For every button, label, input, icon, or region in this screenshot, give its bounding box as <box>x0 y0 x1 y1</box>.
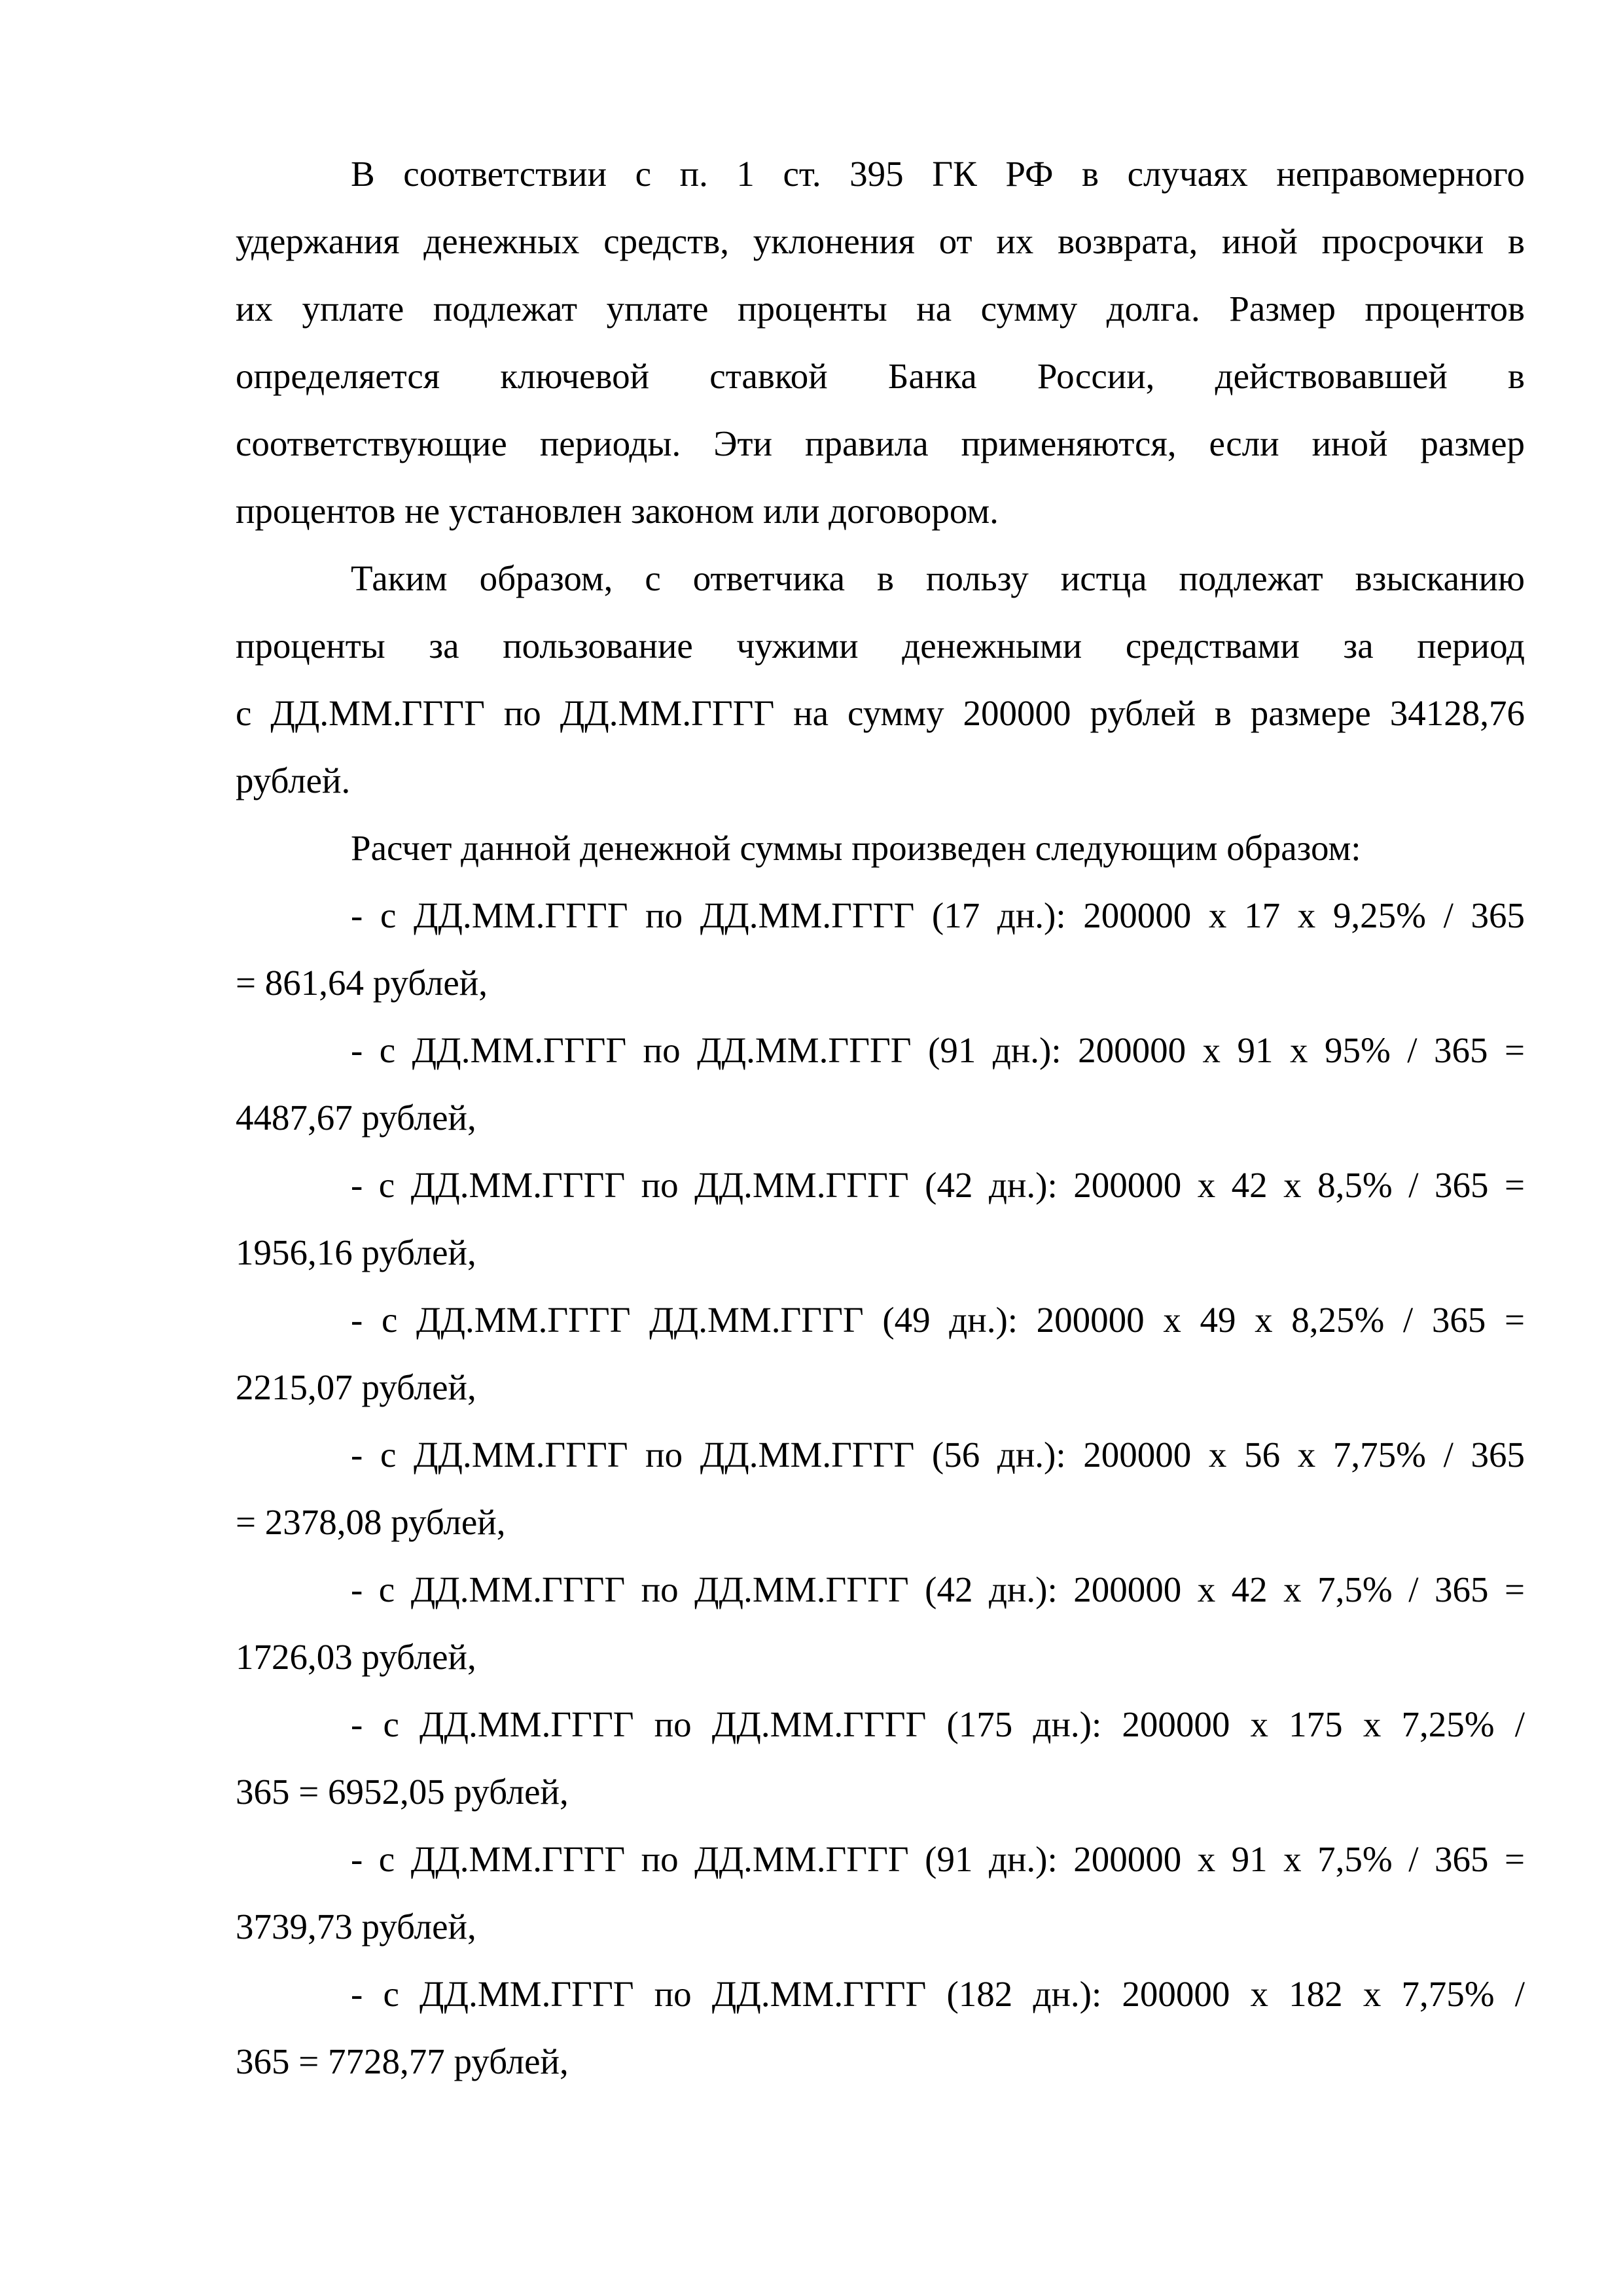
text-line: - с ДД.ММ.ГГГГ по ДД.ММ.ГГГГ (91 дн.): 200000 х 91 х 7,5% / 365 = <box>351 1839 1525 1879</box>
text-line: - с ДД.ММ.ГГГГ по ДД.ММ.ГГГГ (175 дн.): 200000 х 175 х 7,25% / <box>351 1704 1525 1744</box>
text-line: - с ДД.ММ.ГГГГ по ДД.ММ.ГГГГ (42 дн.): 200000 х 42 х 8,5% / 365 = <box>351 1165 1525 1205</box>
text-line: соответствующие периоды. Эти правила применяются, если иной размер <box>236 423 1525 463</box>
text-line: с ДД.ММ.ГГГГ по ДД.ММ.ГГГГ на сумму 200000 рублей в размере 34128,76 <box>236 693 1525 733</box>
text-line: их уплате подлежат уплате проценты на сумму долга. Размер процентов <box>236 289 1525 329</box>
text-line: 365 = 6952,05 рублей, <box>236 1772 569 1812</box>
paragraph-calc-intro <box>236 814 1525 882</box>
text-line: Таким образом, с ответчика в пользу истца подлежат взысканию <box>351 558 1525 598</box>
text-line: Расчет данной денежной суммы произведен следующим образом: <box>351 828 1361 868</box>
calc-item-17dn <box>236 882 1525 1016</box>
text-line: определяется ключевой ставкой Банка России, действовавшей в <box>236 356 1525 396</box>
calc-item-42dn-85 <box>236 1151 1525 1286</box>
text-line: рублей. <box>236 761 351 800</box>
calc-item-175dn-725 <box>236 1691 1525 1825</box>
text-line: - с ДД.ММ.ГГГГ по ДД.ММ.ГГГГ (17 дн.): 200000 х 17 х 9,25% / 365 <box>351 895 1525 935</box>
paragraph-law-395 <box>236 140 1525 545</box>
calc-item-91dn-95 <box>236 1016 1525 1151</box>
text-line: - с ДД.ММ.ГГГГ по ДД.ММ.ГГГГ (42 дн.): 200000 х 42 х 7,5% / 365 = <box>351 1570 1525 1609</box>
text-line: В соответствии с п. 1 ст. 395 ГК РФ в случаях неправомерного <box>351 154 1525 194</box>
calc-item-182dn-775 <box>236 1960 1525 2095</box>
text-line: 2215,07 рублей, <box>236 1367 476 1407</box>
calc-item-56dn-775 <box>236 1421 1525 1556</box>
text-line: 1956,16 рублей, <box>236 1232 476 1272</box>
calc-item-91dn-75 <box>236 1825 1525 1960</box>
text-line: удержания денежных средств, уклонения от их возврата, иной просрочки в <box>236 221 1525 261</box>
text-line: = 861,64 рублей, <box>236 963 488 1003</box>
text-line: - с ДД.ММ.ГГГГ по ДД.ММ.ГГГГ (182 дн.): 200000 х 182 х 7,75% / <box>351 1974 1525 2014</box>
calc-item-49dn-825 <box>236 1286 1525 1421</box>
document-text-block <box>236 140 1525 2095</box>
text-line: - с ДД.ММ.ГГГГ ДД.ММ.ГГГГ (49 дн.): 200000 х 49 х 8,25% / 365 = <box>351 1300 1525 1340</box>
text-line: 4487,67 рублей, <box>236 1098 476 1138</box>
text-line: процентов не установлен законом или договором. <box>236 491 999 531</box>
text-line: - с ДД.ММ.ГГГГ по ДД.ММ.ГГГГ (56 дн.): 200000 х 56 х 7,75% / 365 <box>351 1435 1525 1475</box>
text-line: - с ДД.ММ.ГГГГ по ДД.ММ.ГГГГ (91 дн.): 200000 х 91 х 95% / 365 = <box>351 1030 1525 1070</box>
text-line: 1726,03 рублей, <box>236 1637 476 1677</box>
calc-item-42dn-75 <box>236 1556 1525 1691</box>
paragraph-claim-total <box>236 545 1525 814</box>
text-line: = 2378,08 рублей, <box>236 1502 506 1542</box>
text-line: 3739,73 рублей, <box>236 1907 476 1946</box>
text-line: 365 = 7728,77 рублей, <box>236 2041 569 2081</box>
text-line: проценты за пользование чужими денежными средствами за период <box>236 626 1525 666</box>
